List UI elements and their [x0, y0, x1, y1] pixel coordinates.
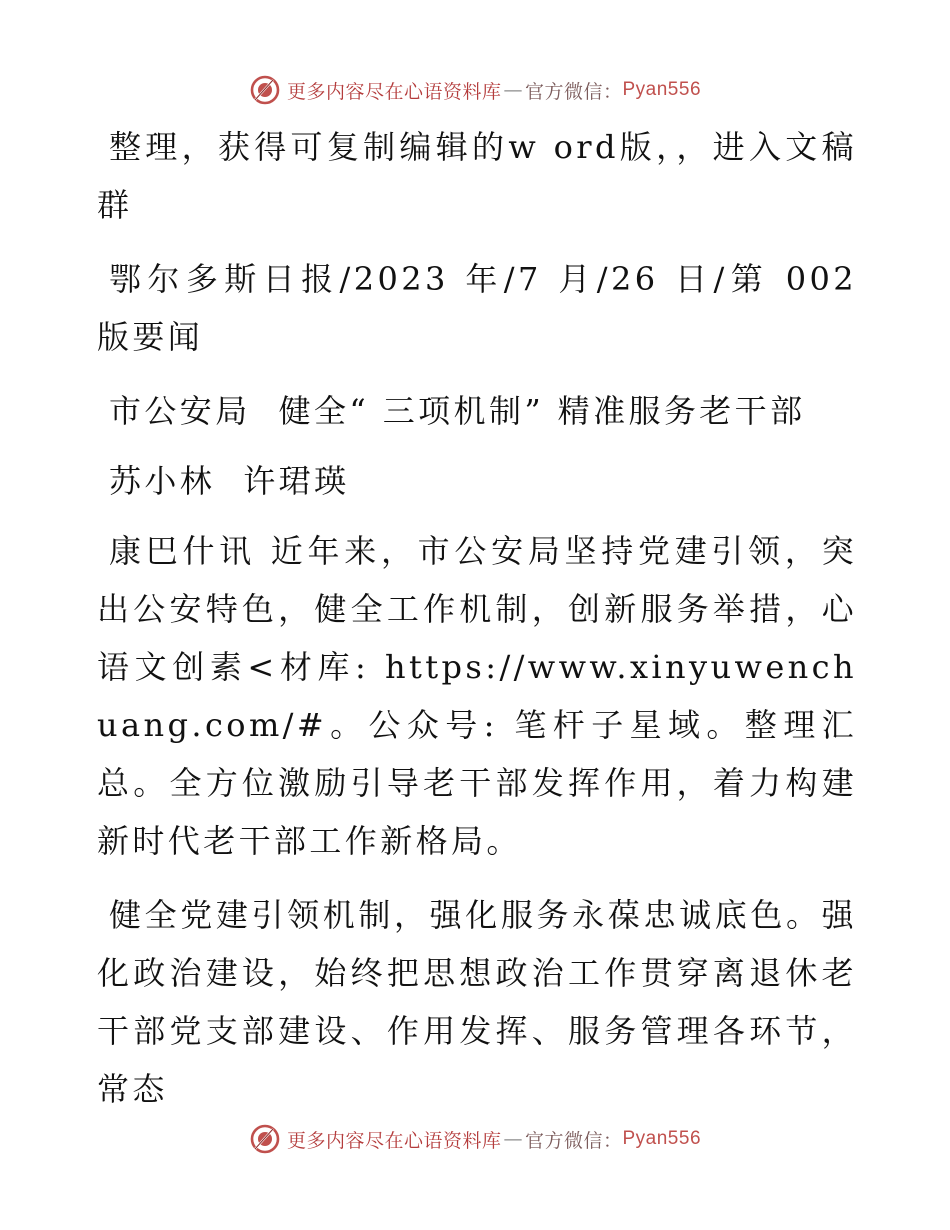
footer-banner	[0, 1119, 950, 1159]
banner-wechat-label: 官方微信：	[524, 80, 623, 103]
article-title-part2: 健全“ 三项机制” 精准服务老干部	[278, 392, 806, 430]
source-line: 鄂尔多斯日报/2023 年/7 月/26 日/第 002 版要闻	[97, 260, 857, 356]
body-paragraph-1: 康巴什讯 近年来，市公安局坚持党建引领，突出公安特色，健全工作机制，创新服务举措，心语文创素<材库: https://www.xinyuwenchuang.com/#。公众号: 笔杆子星域。整理汇总。全方位激励引导老干部发挥作用，着力构建新时代老干部工作新格局。	[97, 532, 857, 860]
banner-wechat-id: Pyan556	[622, 79, 702, 100]
banner-dash: —	[503, 79, 523, 101]
article-title	[97, 382, 857, 440]
body-paragraph-2: 健全党建引领机制，强化服务永葆忠诚底色。强化政治建设，始终把思想政治工作贯穿离退休老干部党支部建设、作用发挥、服务管理各环节，常态	[97, 896, 857, 1108]
author-1: 苏小林	[109, 462, 216, 500]
author-line	[97, 452, 857, 510]
banner-title: 更多内容尽在心语资料库	[286, 80, 502, 103]
quill-seal-icon	[249, 74, 281, 106]
banner-wechat-label: 官方微信：	[524, 1129, 623, 1152]
quill-seal-icon	[249, 1123, 281, 1155]
banner-wechat-id: Pyan556	[622, 1128, 702, 1149]
banner-title: 更多内容尽在心语资料库	[286, 1129, 502, 1152]
document-body	[97, 118, 857, 1134]
intro-line: 整理，获得可复制编辑的w ord版，，进入文稿群	[97, 128, 857, 224]
article-title-part1: 市公安局	[109, 392, 251, 430]
author-2: 许珺瑛	[243, 462, 350, 500]
header-banner	[0, 70, 950, 110]
banner-dash: —	[503, 1128, 523, 1150]
